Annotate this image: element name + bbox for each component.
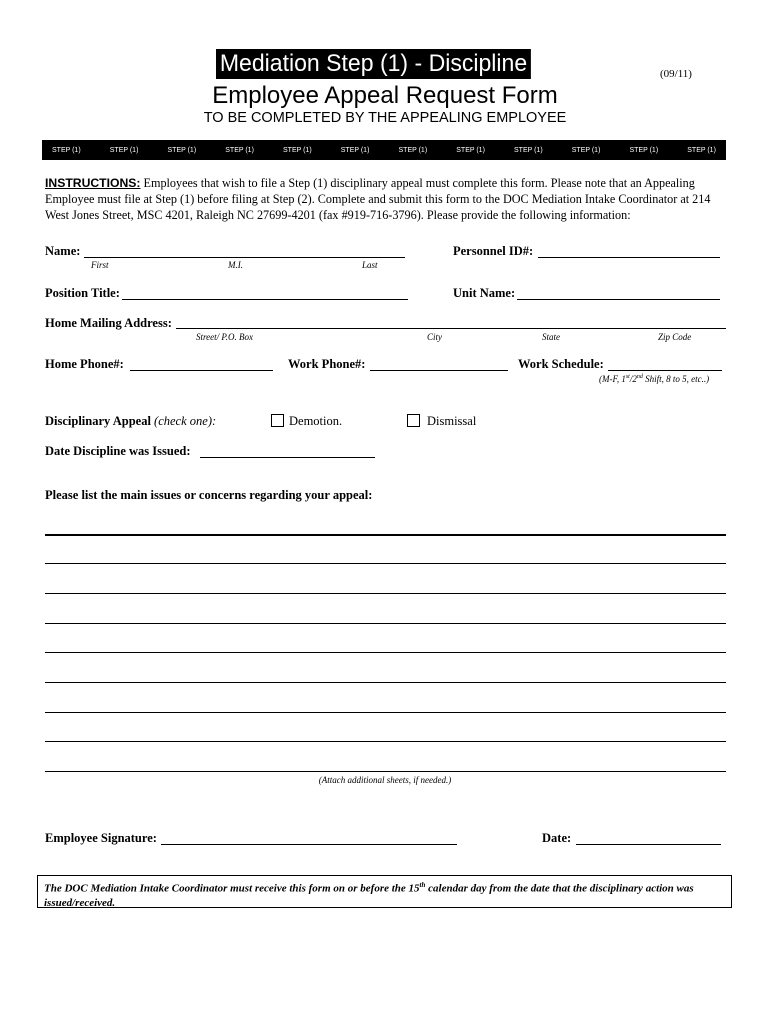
name-field[interactable] [84, 257, 405, 258]
step-label: STEP (1) [398, 146, 428, 154]
address-field[interactable] [176, 328, 726, 329]
unit-name-field[interactable] [517, 299, 720, 300]
name-mi-hint: M.I. [228, 260, 243, 270]
signature-label: Employee Signature: [45, 831, 157, 845]
demotion-label: Demotion. [289, 414, 343, 428]
step-label: STEP (1) [283, 146, 312, 154]
name-first-hint: First [91, 260, 109, 270]
step-label: STEP (1) [52, 146, 81, 154]
work-phone-label: Work Phone#: [288, 357, 366, 371]
home-phone-field[interactable] [130, 370, 273, 371]
attach-note: (Attach additional sheets, if needed.) [318, 775, 452, 785]
signature-field[interactable] [161, 844, 457, 845]
step-label: STEP (1) [687, 146, 716, 154]
issues-line[interactable] [45, 712, 726, 713]
address-state-hint: State [542, 332, 560, 342]
step-label: STEP (1) [514, 146, 543, 154]
step-label: STEP (1) [225, 146, 254, 154]
name-label: Name: [45, 244, 81, 258]
issues-line[interactable] [45, 623, 726, 624]
disciplinary-appeal-label: Disciplinary Appeal (check one): [45, 414, 217, 428]
dismissal-checkbox[interactable] [407, 414, 420, 427]
address-zip-hint: Zip Code [658, 332, 692, 342]
issues-line[interactable] [45, 593, 726, 594]
issues-line[interactable] [45, 682, 726, 683]
step-label: STEP (1) [456, 146, 485, 154]
revision-date: (09/11) [660, 68, 692, 80]
step-label: STEP (1) [571, 146, 601, 154]
issues-line[interactable] [45, 534, 726, 536]
issues-line[interactable] [45, 771, 726, 772]
instructions-text: Employees that wish to file a Step (1) disciplinary appeal must complete this form. Please note that an Appealing Employee must file at Step (1) before filing at Step (2). Complete and submit this form to the DOC Mediation Intake Coordinator at 214 West Jones Street, MSC 4201, Raleigh NC 27699-4201 (fax #919-716-3796). Please provide the following information: [45, 176, 711, 222]
dismissal-label: Dismissal [427, 414, 477, 428]
step-label: STEP (1) [167, 146, 197, 154]
step-label: STEP (1) [629, 146, 659, 154]
form-subtitle: Employee Appeal Request Form [212, 82, 558, 109]
personnel-id-label: Personnel ID#: [453, 244, 534, 258]
issues-line[interactable] [45, 563, 726, 564]
issues-line[interactable] [45, 652, 726, 653]
demotion-checkbox[interactable] [271, 414, 284, 427]
home-phone-label: Home Phone#: [45, 357, 124, 371]
date-label: Date: [542, 831, 572, 845]
step-label: STEP (1) [109, 146, 139, 154]
work-schedule-label: Work Schedule: [518, 357, 604, 371]
address-label: Home Mailing Address: [45, 316, 172, 330]
date-issued-field[interactable] [200, 457, 375, 458]
instructions-heading: INSTRUCTIONS: [45, 176, 141, 190]
form-title: Mediation Step (1) - Discipline [216, 49, 531, 79]
step-banner [42, 140, 726, 160]
position-title-field[interactable] [122, 299, 408, 300]
issues-line[interactable] [45, 741, 726, 742]
deadline-notice: The DOC Mediation Intake Coordinator must receive this form on or before the 15th calendar day from the date that the disciplinary action was issued/received. [37, 875, 732, 908]
address-city-hint: City [427, 332, 442, 342]
issues-label: Please list the main issues or concerns regarding your appeal: [45, 488, 373, 502]
unit-name-label: Unit Name: [453, 286, 516, 300]
work-phone-field[interactable] [370, 370, 508, 371]
work-schedule-field[interactable] [608, 370, 722, 371]
address-street-hint: Street/ P.O. Box [196, 332, 253, 342]
date-field[interactable] [576, 844, 721, 845]
step-label: STEP (1) [340, 146, 370, 154]
position-title-label: Position Title: [45, 286, 120, 300]
completion-note: TO BE COMPLETED BY THE APPEALING EMPLOYEE [203, 110, 567, 126]
personnel-id-field[interactable] [538, 257, 720, 258]
instructions [45, 175, 715, 223]
date-issued-label: Date Discipline was Issued: [45, 444, 191, 458]
work-schedule-hint: (M-F, 1st/2nd Shift, 8 to 5, etc..) [599, 374, 710, 384]
name-last-hint: Last [362, 260, 378, 270]
